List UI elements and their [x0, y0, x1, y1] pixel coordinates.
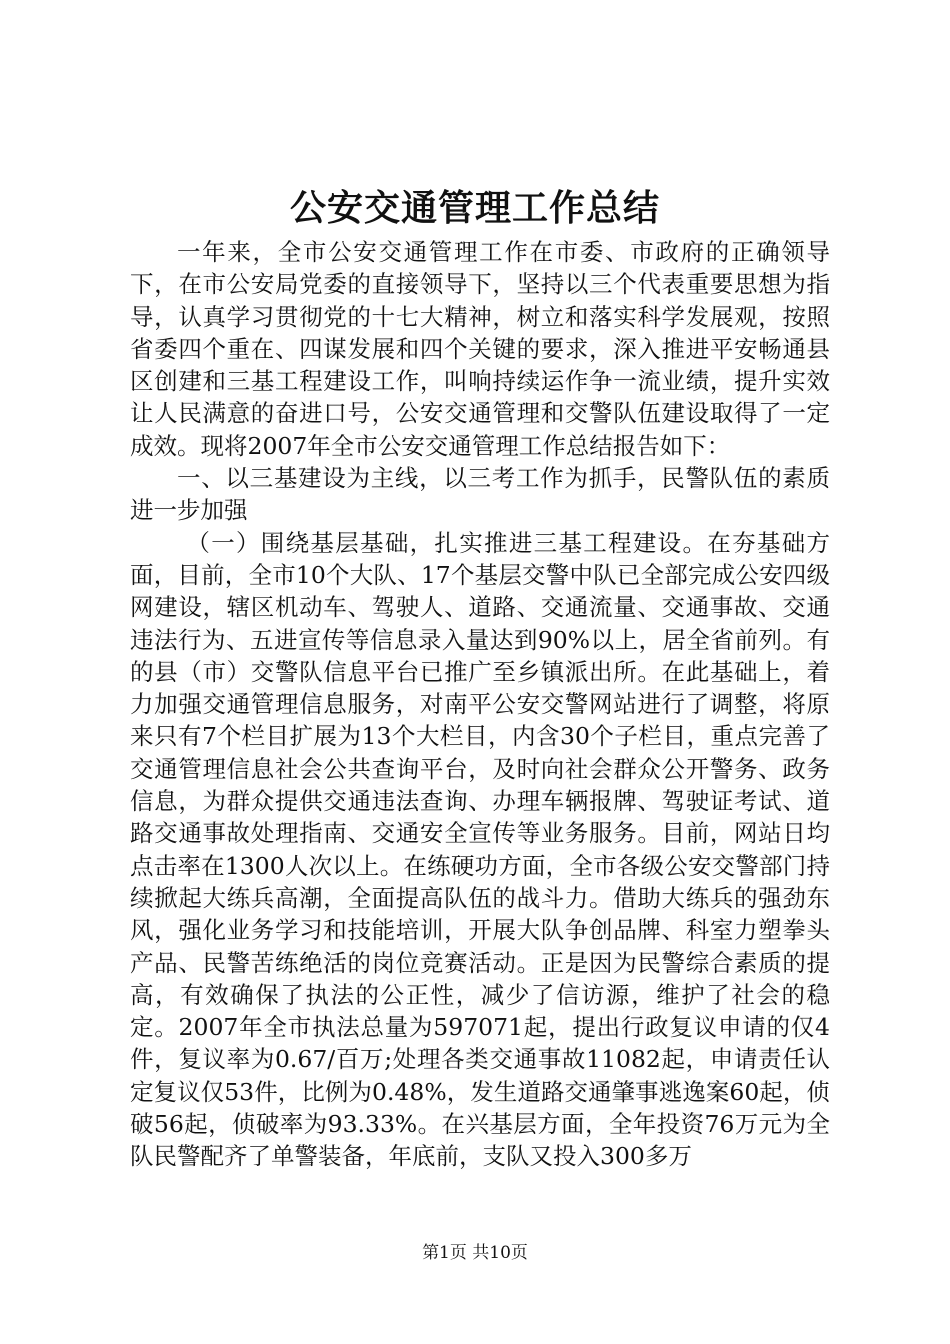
document-title: 公安交通管理工作总结	[289, 187, 660, 229]
subsection-paragraph: （一）围绕基层基础，扎实推进三基工程建设。在夯基础方面，目前，全市10个大队、17个基层交警中队已全部完成公安四级网建设，辖区机动车、驾驶人、道路、交通流量、交通事故、交通违法行为、五进宣传等信息录入量达到90%以上，居全省前列。有的县（市）交警队信息平台已推广至乡镇派出所。在此基础上，着力加强交通管理信息服务，对南平公安交警网站进行了调整，将原来只有7个栏目扩展为13个大栏目，内含30个子栏目，重点完善了交通管理信息社会公共查询平台，及时向社会群众公开警务、政务信息，为群众提供交通违法查询、办理车辆报牌、驾驶证考试、道路交通事故处理指南、交通安全宣传等业务服务。目前，网站日均点击率在1300人次以上。在练硬功方面，全市各级公安交警部门持续掀起大练兵高潮，全面提高队伍的战斗力。借助大练兵的强劲东风，强化业务学习和技能培训，开展大队争创品牌、科室力塑拳头产品、民警苦练绝活的岗位竞赛活动。正是因为民警综合素质的提高，有效确保了执法的公正性，减少了信访源，维护了社会的稳定。2007年全市执法总量为597071起，提出行政复议申请的仅4件，复议率为0.67/百万;处理各类交通事故11082起，申请责任认定复议仅53件，比例为0.48%，发生道路交通肇事逃逸案60起，侦破56起，侦破率为93.33%。在兴基层方面，全年投资76万元为全队民警配齐了单警装备，年底前，支队又投入300多万	[130, 528, 830, 1171]
section-heading: 一、以三基建设为主线，以三考工作为抓手，民警队伍的素质进一步加强	[130, 464, 830, 525]
page-number: 第1页 共10页	[422, 1243, 528, 1263]
document-body	[130, 236, 830, 1173]
intro-paragraph: 一年来，全市公安交通管理工作在市委、市政府的正确领导下，在市公安局党委的直接领导下，坚持以三个代表重要思想为指导，认真学习贯彻党的十七大精神，树立和落实科学发展观，按照省委四个重在、四谋发展和四个关键的要求，深入推进平安畅通县区创建和三基工程建设工作，叫响持续运作争一流业绩，提升实效让人民满意的奋进口号，公安交通管理和交警队伍建设取得了一定成效。现将2007年全市公安交通管理工作总结报告如下：	[130, 238, 830, 460]
